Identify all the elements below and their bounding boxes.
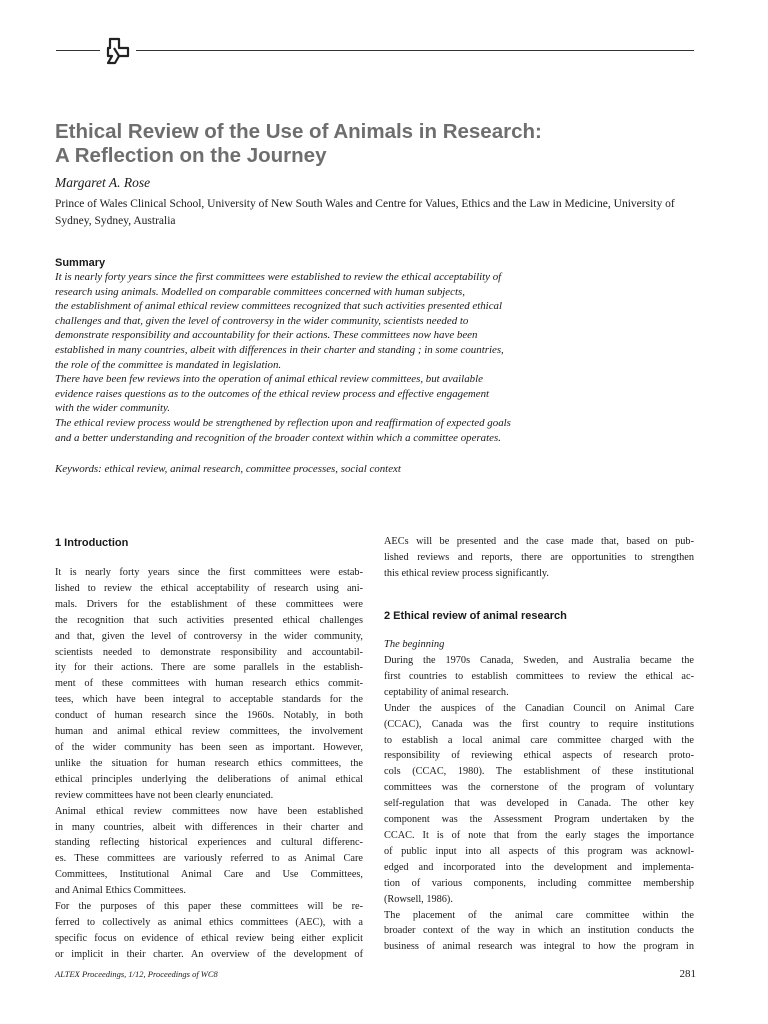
- body-line: es. These committees are variously referred to as Animal Care: [55, 853, 363, 865]
- summary-line: the role of the committee is mandated in legislation.: [55, 358, 282, 371]
- body-line: ethical principles underlying the deliberations of animal ethical: [55, 773, 363, 785]
- body-line: ceptability of animal research.: [384, 686, 509, 698]
- summary-line: research using animals. Modelled on comparable committees concerned with human subjects,: [55, 285, 465, 298]
- summary-line: evidence raises questions as to the outcomes of the ethical review process and effective engagement: [55, 387, 490, 400]
- body-line: tion of various components, including committee membership: [384, 877, 694, 889]
- body-line: this ethical review process significantly.: [384, 567, 549, 579]
- summary-text: [55, 270, 695, 445]
- body-line: ity for their actions. There are some parallels in the establish-: [55, 662, 363, 674]
- footer-journal: ALTEX Proceedings, 1/12, Proceedings of WC8: [55, 969, 218, 979]
- body-line: During the 1970s Canada, Sweden, and Australia became the: [384, 655, 694, 666]
- section-heading-ethical-review: 2 Ethical review of animal research: [384, 610, 567, 622]
- body-line: first countries to establish committees to review the ethical ac-: [384, 670, 694, 682]
- body-line: self-regulation that was developed in Canada. The other key: [384, 798, 694, 810]
- body-line: ment of these committees with human research ethics commit-: [55, 678, 363, 690]
- body-line: and Animal Ethics Committees.: [55, 885, 186, 897]
- title-line: A Reflection on the Journey: [55, 144, 327, 167]
- body-line: (Rowsell, 1986).: [384, 893, 453, 905]
- header-rule-right: [136, 50, 694, 51]
- summary-line: There have been few reviews into the operation of animal ethical review committees, but available: [55, 373, 483, 386]
- summary-line: challenges and that, given the level of controversy in the wider community, scientists needed to: [55, 314, 469, 327]
- body-line: (CCAC), Canada was the first country to require institutions: [384, 718, 694, 730]
- body-line: Under the auspices of the Canadian Council on Animal Care: [384, 702, 694, 714]
- summary-line: It is nearly forty years since the first committees were established to review the ethical acceptability of: [55, 271, 502, 283]
- body-line: review committees have not been clearly enunciated.: [55, 789, 274, 801]
- summary-line: demonstrate responsibility and accountability for their actions. These committees now have been: [55, 329, 478, 342]
- body-line: The placement of the animal care committee within the: [384, 909, 694, 921]
- article-title: [55, 120, 695, 168]
- body-line: scientists needed to demonstrate responsibility and accountabil-: [55, 646, 363, 658]
- body-line: Committees, Institutional Animal Care and Use Committees,: [55, 869, 363, 881]
- body-line: in many countries, albeit with differences in their charter and: [55, 821, 363, 833]
- summary-line: and a better understanding and recognition of the broader context within which a committee operates.: [55, 431, 501, 444]
- summary-line: with the wider community.: [55, 402, 170, 415]
- subsection-heading: The beginning: [384, 639, 445, 650]
- header-rule-left: [56, 50, 100, 51]
- body-line: and that, given the level of controversy in the wider community,: [55, 630, 363, 642]
- body-line: AECs will be presented and the case made that, based on pub-: [384, 536, 694, 547]
- left-column: [55, 565, 363, 963]
- body-line: to establish a local animal care committee charged with the: [384, 734, 694, 746]
- body-line: For the purposes of this paper these committees will be re-: [55, 901, 363, 913]
- title-line: Ethical Review of the Use of Animals in Research:: [55, 120, 542, 143]
- body-line: of public input into all aspects of this program was acknowl-: [384, 845, 694, 857]
- body-line: human and animal ethical review committees, the involvement: [55, 726, 363, 738]
- body-line: broader context of the way in which an institution conducts the: [384, 925, 694, 937]
- body-line: ferred to collectively as animal ethics committees (AEC), with a: [55, 916, 363, 928]
- body-line: specific focus on evidence of ethical review being either explicit: [55, 932, 363, 944]
- section-heading-introduction: 1 Introduction: [55, 537, 129, 549]
- body-line: Animal ethical review committees now have been established: [55, 805, 363, 817]
- body-line: standing reflecting historical experiences and cultural differenc-: [55, 837, 363, 849]
- body-line: unlike the situation for human research ethics committees, the: [55, 757, 363, 769]
- body-line: responsibility of reviewing ethical aspects of research proto-: [384, 750, 694, 762]
- body-line: mals. Drivers for the establishment of these committees were: [55, 598, 363, 610]
- body-line: CCAC. It is of note that from the early stages the importance: [384, 829, 694, 841]
- body-line: business of animal research was integral to how the program in: [384, 941, 694, 953]
- page-number: 281: [679, 968, 696, 980]
- summary-line: established in many countries, albeit with differences in their charter and standing ; in some countries,: [55, 343, 504, 356]
- author-name: Margaret A. Rose: [55, 175, 151, 190]
- summary-line: the establishment of animal ethical review committees recognized that such activities presented ethical: [55, 300, 503, 313]
- body-line: edged and incorporated into the development and implementa-: [384, 861, 694, 873]
- right-column-continued: [384, 534, 694, 582]
- keywords: Keywords: ethical review, animal research, committee processes, social context: [55, 463, 401, 475]
- body-line: lished reviews and reports, there are opportunities to strengthen: [384, 551, 694, 563]
- body-line: committees was the cornerstone of the program of voluntary: [384, 782, 694, 794]
- right-column: [384, 653, 694, 955]
- body-line: conduct of human research since the 1960s. Notably, in both: [55, 710, 363, 722]
- body-line: of the wider community has been seen as important. However,: [55, 741, 363, 753]
- altex-logo-icon: [102, 36, 134, 66]
- body-line: or implicit in their charter. An overview of the development of: [55, 948, 363, 960]
- body-line: component was the Assessment Program undertaken by the: [384, 814, 694, 826]
- body-line: It is nearly forty years since the first committees were estab-: [55, 567, 363, 578]
- body-line: cols (CCAC, 1980). The establishment of these institutional: [384, 766, 694, 778]
- body-line: tees, which have been integral to acceptable standards for the: [55, 694, 363, 706]
- summary-heading: Summary: [55, 257, 106, 269]
- author-affiliation: Prince of Wales Clinical School, University of New South Wales and Centre for Values, Ethics and the Law in Medicine, University of Sydney, Sydney, Australia: [55, 198, 675, 227]
- summary-line: The ethical review process would be strengthened by reflection upon and reaffirmation of expected goals: [55, 416, 511, 429]
- body-line: the recognition that such activities presented ethical challenges: [55, 614, 363, 626]
- body-line: lished to review the ethical acceptability of research using ani-: [55, 582, 363, 594]
